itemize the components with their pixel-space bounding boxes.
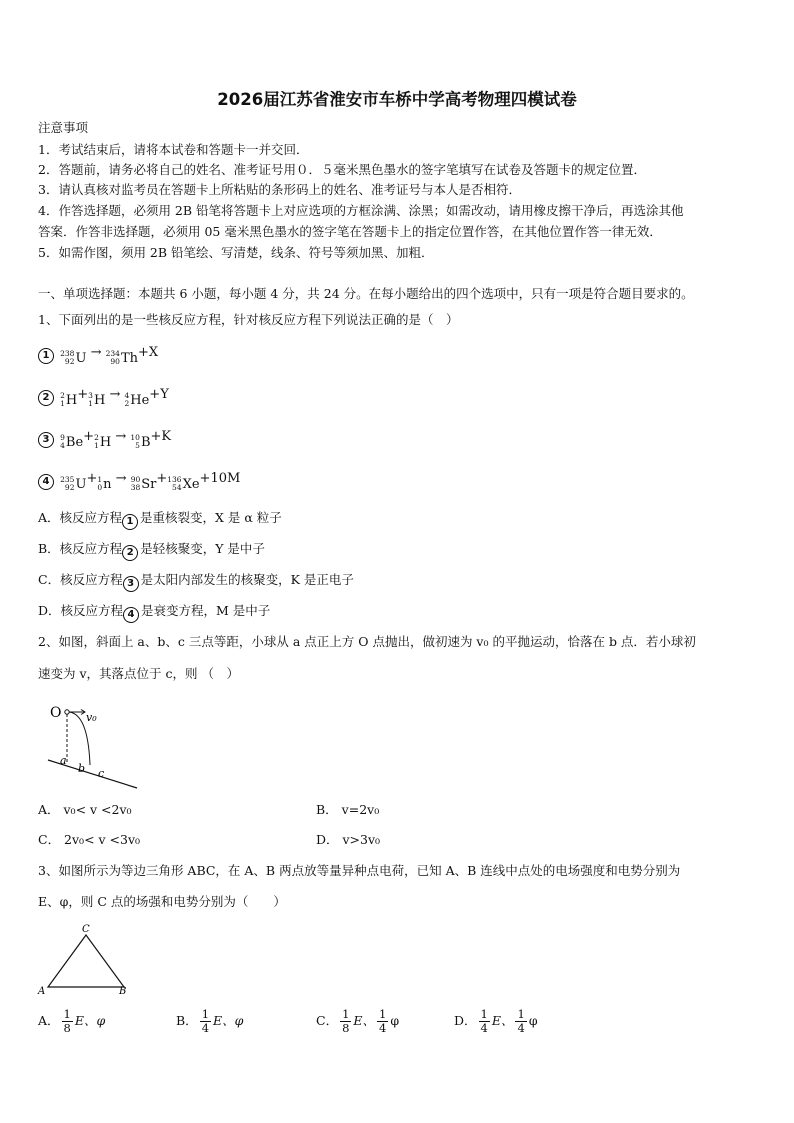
element-symbol: Be	[65, 434, 84, 450]
option-text: 是轻核聚变，Y 是中子	[140, 541, 265, 556]
option-c[interactable]	[38, 574, 354, 592]
atomic-number: 5	[135, 441, 140, 450]
mass-number: 2	[94, 433, 99, 442]
arrow: →	[115, 429, 127, 444]
mass-number: 10	[130, 433, 140, 442]
option-prefix: C．核反应方程	[38, 572, 123, 587]
option-text: φ	[528, 1013, 538, 1029]
option-prefix: B．核反应方程	[38, 541, 123, 556]
circled-number: 2	[38, 390, 54, 406]
option-c[interactable]	[316, 1008, 399, 1035]
fraction	[62, 1008, 73, 1035]
plus: +	[77, 387, 89, 402]
circled-number: 1	[122, 514, 138, 530]
numerator: 1	[379, 1007, 387, 1021]
option-text: 是衰变方程，M 是中子	[141, 603, 271, 618]
numerator: 1	[201, 1007, 210, 1021]
element-symbol: H	[99, 434, 112, 450]
option-d[interactable]	[454, 1008, 538, 1035]
fraction	[200, 1008, 211, 1035]
fraction	[515, 1008, 526, 1035]
element-symbol: H	[65, 392, 78, 408]
arrow: →	[115, 471, 127, 486]
circled-number: 2	[122, 545, 138, 561]
denominator: 8	[63, 1021, 71, 1035]
option-c[interactable]: C． 2v₀< v <3v₀	[38, 832, 141, 847]
numerator: 1	[517, 1007, 525, 1021]
label-c: c	[98, 767, 105, 780]
element-symbol: U	[75, 350, 87, 366]
circled-number: 4	[123, 607, 139, 623]
question-1-stem: 1、下面列出的是一些核反应方程，针对核反应方程下列说法正确的是（ ）	[38, 312, 459, 327]
option-a[interactable]: A． v₀< v <2v₀	[38, 802, 132, 817]
label-O: O	[50, 705, 62, 721]
atomic-number: 92	[64, 357, 75, 366]
triangle-figure	[36, 922, 132, 998]
option-text: E、φ	[74, 1013, 106, 1029]
atomic-number: 92	[64, 483, 75, 492]
option-prefix: D．核反应方程	[38, 603, 124, 618]
fraction	[377, 1008, 388, 1035]
option-text: E、φ	[213, 1013, 244, 1029]
arrow: →	[90, 345, 102, 360]
option-label: D．	[454, 1013, 477, 1029]
mass-number: 234	[105, 349, 120, 358]
option-d[interactable]: D． v>3v₀	[316, 832, 381, 847]
notice-line: 3．请认真核对监考员在答题卡上所粘贴的条形码上的姓名、准考证号与本人是否相符．	[38, 182, 521, 197]
equation-3	[38, 430, 171, 450]
option-text: 是太阳内部发生的核聚变，K 是正电子	[140, 572, 354, 587]
plus: +	[83, 429, 95, 444]
mass-number: 235	[60, 475, 75, 484]
element-symbol: He	[130, 392, 150, 408]
numerator: 1	[342, 1007, 350, 1021]
equation-2	[38, 388, 169, 408]
atomic-number: 4	[60, 441, 65, 450]
element-symbol: n	[103, 476, 112, 492]
atomic-number: 2	[124, 399, 130, 408]
mass-number: 238	[60, 349, 75, 358]
mass-number: 2	[60, 391, 65, 400]
notice-heading: 注意事项	[38, 120, 89, 135]
circled-number: 4	[38, 474, 54, 490]
notice-line: 答案．作答非选择题，必须用 05 毫米黑色墨水的签字笔在答题卡上的指定位置作答，在其他位置作答一律无效．	[38, 224, 662, 239]
atomic-number: 90	[110, 357, 120, 366]
option-label: B．	[176, 1013, 198, 1029]
circled-number: 1	[38, 348, 54, 364]
denominator: 4	[480, 1021, 488, 1035]
mass-number: 4	[124, 391, 130, 400]
mass-number: 1	[97, 475, 103, 484]
label-A: A	[38, 986, 46, 997]
option-label: C．	[316, 1013, 339, 1029]
option-prefix: A．核反应方程	[38, 510, 123, 525]
notice-line: 4．作答选择题，必须用 2B 铅笔将答题卡上对应选项的方框涂满、涂黑；如需改动，请用橡皮擦干净后，再选涂其他	[38, 203, 684, 218]
denominator: 4	[379, 1021, 387, 1035]
equilateral-triangle	[48, 935, 124, 987]
label-v0: v₀	[86, 711, 97, 724]
notice-line: 1．考试结束后，请将本试卷和答题卡一并交回．	[38, 142, 309, 157]
option-text: 是重核裂变，X 是 α 粒子	[140, 510, 282, 525]
equation-tail: +10M	[199, 471, 241, 486]
atomic-number: 1	[60, 399, 65, 408]
option-a[interactable]	[38, 1008, 105, 1035]
equation-tail: +Y	[149, 387, 169, 402]
denominator: 4	[201, 1021, 210, 1035]
mass-number: 3	[88, 391, 93, 400]
numerator: 1	[480, 1007, 488, 1021]
arrow: →	[109, 387, 121, 402]
question-2-stem: 2、如图，斜面上 a、b、c 三点等距，小球从 a 点正上方 O 点抛出，做初速为 v₀ 的平抛运动，恰落在 b 点．若小球初	[38, 634, 696, 649]
plus: +	[156, 471, 168, 486]
notice-line: 5．如需作图，须用 2B 铅笔绘、写清楚，线条、符号等须加黑、加粗．	[38, 245, 434, 260]
option-d[interactable]	[38, 605, 270, 623]
equation-tail: +K	[150, 429, 172, 444]
launch-point	[65, 710, 69, 714]
fraction	[479, 1008, 490, 1035]
element-symbol: Sr	[141, 476, 157, 492]
label-C: C	[82, 924, 90, 935]
page-title: 2026届江苏省淮安市车桥中学高考物理四模试卷	[217, 90, 577, 109]
option-b[interactable]	[38, 543, 265, 561]
question-2-stem-cont: 速变为 v，其落点位于 c，则 （ ）	[38, 666, 239, 681]
atomic-number: 1	[88, 399, 93, 408]
atomic-number: 1	[94, 441, 99, 450]
equation-4	[38, 472, 240, 492]
mass-number: 9	[60, 433, 65, 442]
option-text: E、	[491, 1013, 514, 1029]
element-symbol: Xe	[182, 476, 200, 492]
denominator: 8	[342, 1021, 350, 1035]
projectile-figure	[40, 700, 150, 795]
question-3-stem: 3、如图所示为等边三角形 ABC，在 A、B 两点放等量异种点电荷，已知 A、B 连线中点处的电场强度和电势分别为	[38, 863, 681, 878]
label-B: B	[119, 986, 127, 997]
notice-line: 2．答题前，请务必将自己的姓名、准考证号用０．５毫米黑色墨水的签字笔填写在试卷及答题卡的规定位置．	[38, 162, 646, 177]
option-label: A．	[38, 1013, 60, 1029]
mass-number: 90	[130, 475, 141, 484]
element-symbol: U	[75, 476, 87, 492]
denominator: 4	[517, 1021, 525, 1035]
numerator: 1	[63, 1007, 71, 1021]
element-symbol: Th	[120, 350, 138, 366]
fraction	[340, 1008, 351, 1035]
circled-number: 3	[123, 576, 139, 592]
atomic-number: 38	[130, 483, 141, 492]
atomic-number: 0	[97, 483, 103, 492]
plus: +	[86, 471, 98, 486]
atomic-number: 54	[172, 483, 182, 492]
label-b: b	[78, 762, 86, 775]
option-b[interactable]	[176, 1008, 243, 1035]
question-3-stem-cont: E、φ，则 C 点的场强和电势分别为（ ）	[38, 894, 286, 909]
option-a[interactable]	[38, 512, 282, 530]
label-a: a	[60, 754, 67, 767]
element-symbol: B	[140, 434, 151, 450]
circled-number: 3	[38, 432, 54, 448]
option-text: E、	[353, 1013, 376, 1029]
element-symbol: H	[93, 392, 106, 408]
option-b[interactable]: B． v=2v₀	[316, 802, 380, 817]
option-text: φ	[390, 1013, 400, 1029]
equation-1	[38, 346, 158, 366]
section-heading: 一、单项选择题：本题共 6 小题，每小题 4 分，共 24 分。在每小题给出的四个选项中，只有一项是符合题目要求的。	[38, 286, 694, 301]
mass-number: 136	[167, 475, 182, 484]
equation-tail: +X	[138, 345, 159, 360]
